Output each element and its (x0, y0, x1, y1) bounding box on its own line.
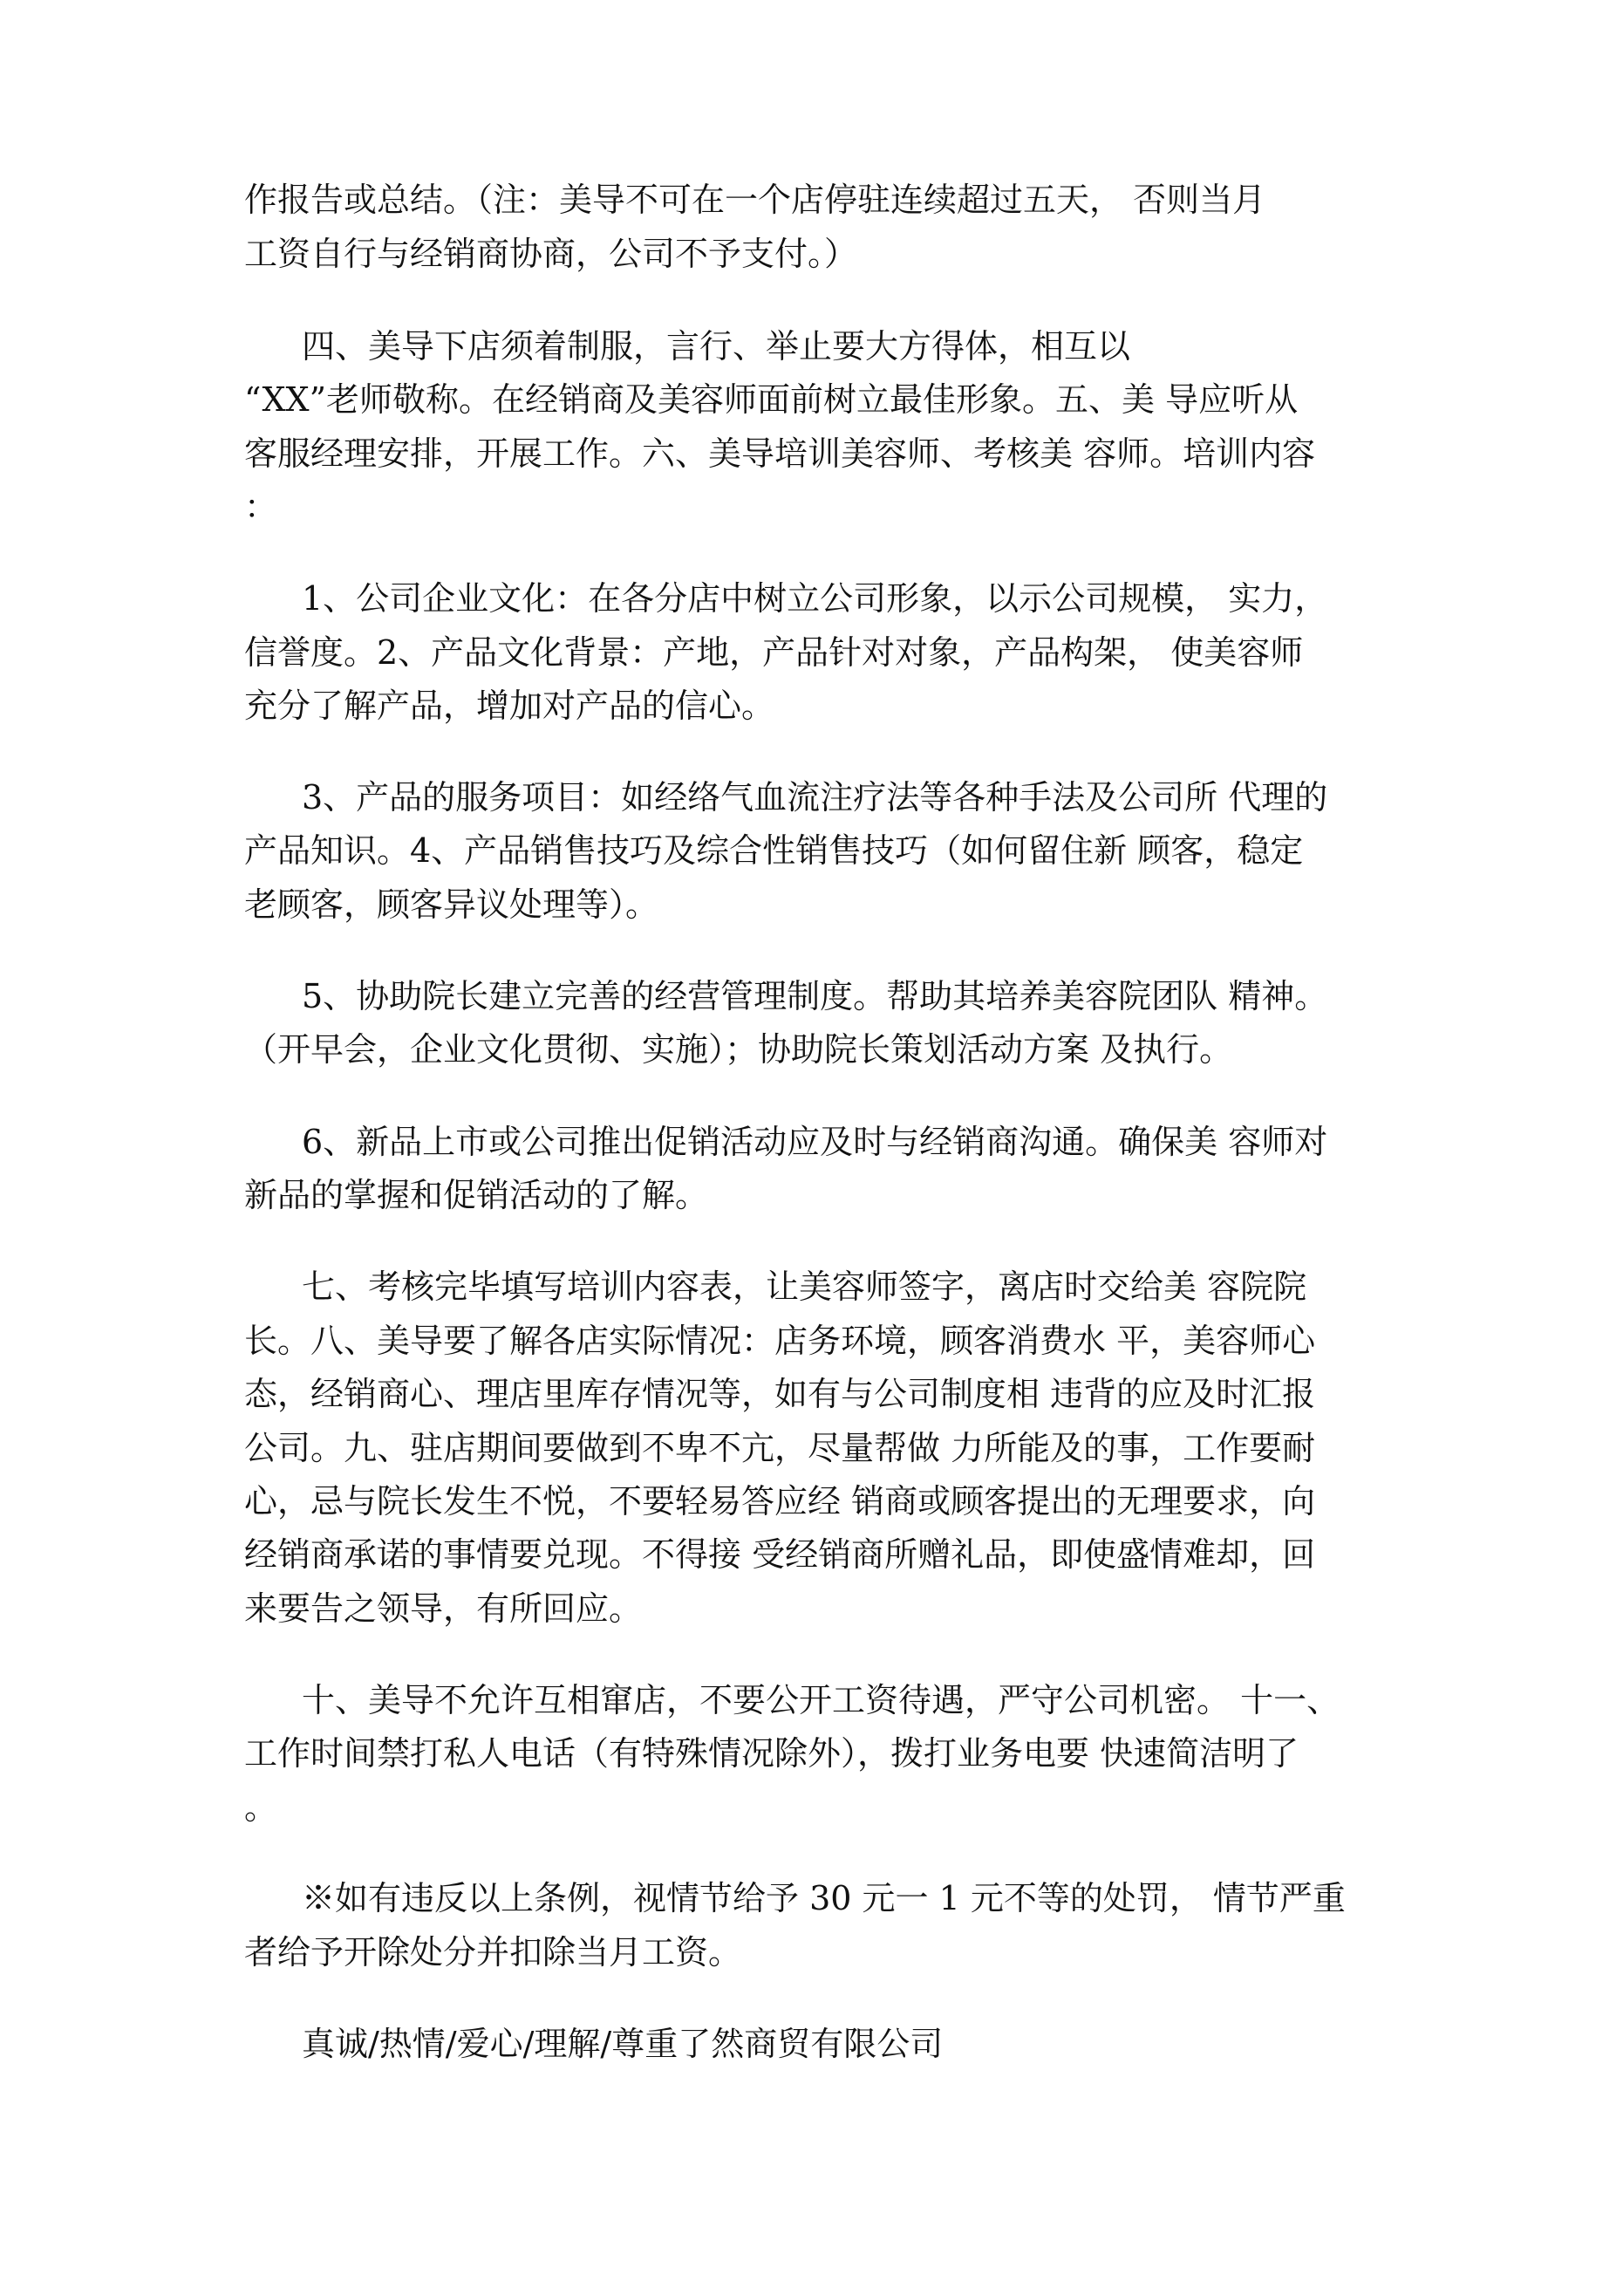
text-line: 来要告之领导，有所回应。 (244, 1589, 643, 1628)
text-line: 老顾客，顾客异议处理等）。 (244, 885, 659, 924)
paragraph-seven: 七、考核完毕填写培训内容表，让美容师签字，离店时交给美 容院院 (302, 1268, 1307, 1306)
text-line: 信誉度。2、产品文化背景：产地，产品针对对象，产品构架， 使美容师 (244, 633, 1304, 672)
text-line: 。 (244, 1788, 278, 1827)
paragraph-ten: 十、美导不允许互相窜店，不要公开工资待遇，严守公司机密。 十一、 (302, 1681, 1340, 1719)
text-line: 工资自行与经销商协商，公司不予支付。） (244, 235, 858, 273)
text-line: 公司。九、驻店期间要做到不卑不亢，尽量帮做 力所能及的事，工作要耐 (244, 1429, 1316, 1467)
company-signature: 真诚/热情/爱心/理解/尊重了然商贸有限公司 (302, 2025, 944, 2063)
training-item-1: 1、公司企业文化：在各分店中树立公司形象，以示公司规模， 实力， (302, 579, 1328, 618)
text-line: ： (244, 488, 278, 526)
text-line: 者给予开除处分并扣除当月工资。 (244, 1933, 742, 1971)
text-line: 长。八、美导要了解各店实际情况：店务环境，顾客消费水 平，美容师心 (244, 1322, 1316, 1360)
text-line: 作报告或总结。（注：美导不可在一个店停驻连续超过五天， 否则当月 (244, 181, 1266, 219)
penalty-note: ※如有违反以上条例，视情节给予 30 元一 1 元不等的处罚， 情节严重 (302, 1879, 1346, 1917)
text-line: 充分了解产品，增加对产品的信心。 (244, 687, 775, 725)
text-line: 经销商承诺的事情要兑现。不得接 受经销商所赠礼品，即使盛情难却，回 (244, 1535, 1316, 1574)
training-item-6: 6、新品上市或公司推出促销活动应及时与经销商沟通。确保美 容师对 (302, 1123, 1328, 1161)
text-line: 心，忌与院长发生不悦，不要轻易答应经 销商或顾客提出的无理要求，向 (244, 1482, 1316, 1520)
text-line: 新品的掌握和促销活动的了解。 (244, 1176, 709, 1214)
text-line: 工作时间禁打私人电话（有特殊情况除外），拨打业务电要 快速简洁明了 (244, 1734, 1299, 1773)
text-line: （开早会，企业文化贯彻、实施）；协助院长策划活动方案 及执行。 (244, 1030, 1233, 1069)
training-item-3: 3、产品的服务项目：如经络气血流注疗法等各种手法及公司所 代理的 (302, 778, 1328, 817)
training-item-5: 5、协助院长建立完善的经营管理制度。帮助其培养美容院团队 精神。 (302, 977, 1328, 1015)
text-line: 产品知识。4、产品销售技巧及综合性销售技巧（如何留住新 顾客，稳定 (244, 831, 1304, 870)
text-line: “XX”老师敬称。在经销商及美容师面前树立最佳形象。五、美 导应听从 (244, 380, 1299, 419)
text-line: 客服经理安排，开展工作。六、美导培训美容师、考核美 容师。培训内容 (244, 434, 1316, 473)
paragraph-four: 四、美导下店须着制服，言行、举止要大方得体，相互以 (302, 327, 1131, 366)
text-line: 态，经销商心、理店里库存情况等，如有与公司制度相 违背的应及时汇报 (244, 1375, 1316, 1413)
